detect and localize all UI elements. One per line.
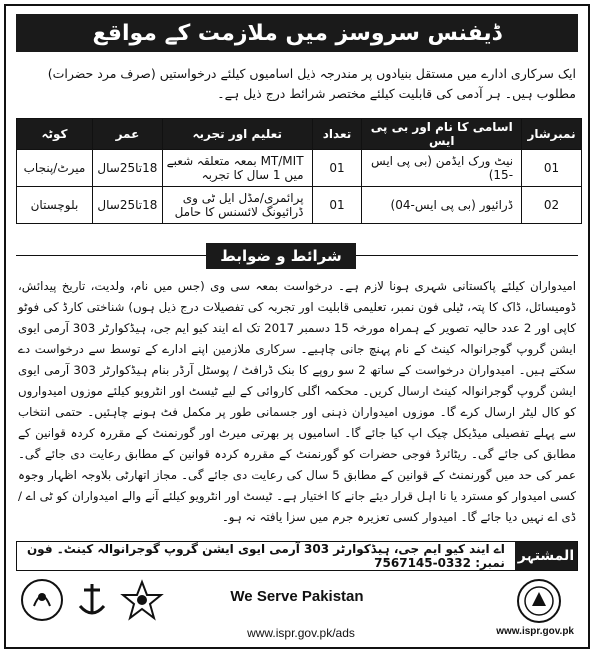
ispr-link[interactable]: www.ispr.gov.pk: [496, 626, 574, 637]
col-post: اسامی کا نام اور بی پی ایس: [362, 119, 522, 150]
advertiser-bar: [16, 541, 578, 571]
jobs-table: [16, 118, 582, 224]
cell-education: MT/MIT بمعہ متعلقہ شعبے میں 1 سال کا تجربہ: [162, 150, 312, 187]
col-age: عمر: [92, 119, 162, 150]
ads-link[interactable]: www.ispr.gov.pk/ads: [247, 626, 355, 640]
cell-quota: بلوچستان: [17, 187, 93, 224]
table-header-row: [17, 119, 582, 150]
cell-quota: میرٹ/پنجاب: [17, 150, 93, 187]
job-advertisement: [4, 4, 590, 649]
cell-count: 01: [312, 187, 362, 224]
col-quota: کوٹہ: [17, 119, 93, 150]
cell-count: 01: [312, 150, 362, 187]
cell-sr: 02: [522, 187, 582, 224]
cell-post: نیٹ ورک ایڈمن (بی پی ایس -15): [362, 150, 522, 187]
intro-text: ایک سرکاری ادارے میں مستقل بنیادوں پر مندرجہ ذیل اسامیوں کیلئے درخواستیں (صرف مرد حضرات) مطلوب ہیں۔ ہر آدمی کی قابلیت کیلئے مختصر شرائط درج ذیل ہے۔: [47, 66, 576, 101]
table-row: [17, 187, 582, 224]
col-count: تعداد: [312, 119, 362, 150]
rules-text: امیدواران کیلئے پاکستانی شہری ہونا لازم ہے۔ درخواست بمعہ سی وی (جس میں نام، ولدیت، تاریخ پیدائش، ڈومیسائل، ڈاک کا پتہ، ٹیلی فون نمبر، تعلیمی قابلیت اور تجربہ کی تفصیلات درج ذیل ہوں) شناختی کارڈ کی فوٹو کاپی اور 2 عدد حالیہ تصویر کے ہمراہ مورخہ 15 دسمبر 2017 تک اے ایند کیو ایم جی، ہیڈکوارٹر 303 آرمی ایوی ایشن گروپ گوجرانوالہ کینٹ کے نام پہنچ جانی چاہیے۔ سرکاری ملازمین اپنے ادارے کے توسط سے درخواست دے سکتے ہیں۔ امیدواران درخواست کے ساتھ 2 سو روپے کا بنک ڈرافٹ / پوسٹل آرڈر بنام ہیڈکوارٹر 303 آرمی ایوی ایشن گروپ گوجرانوالہ کینٹ ارسال کریں۔ محکمہ اگلی کاروائی کے لیے ٹیسٹ اور انٹرویو کیلئے موزوں امیدواروں کو کال لیٹر ارسال کرے گا۔ موزوں امیدواران ذہنی اور جسمانی طور پر مکمل فٹ ہونے چاہئیں۔ حتمی انتخاب سے پہلے تفصیلی میڈیکل چیک اپ کیا جائے گا۔ اسامیوں پر بھرتی میرٹ اور گورنمنٹ کے مقررہ کردہ قوانین کے مطابق کی جائے گی۔ ریٹائرڈ فوجی حضرات کو گورنمنٹ کے مقررہ کردہ قوانین کے مطابق رعایت دی جائے گی۔ عمر کی حد میں گورنمنٹ کے قوانین کے مطابق 5 سال کی رعایت دی جائے گی۔ مجاز اتھارٹی بلاوجہ اظہار وجوہ کسی امیدوار کو مسترد یا نا اہل قرار دیئے جانے کا اختیار ہے۔ ٹیسٹ اور انٹرویو کیلئے آنے والے امیدواران کو ٹی اے / ڈی اے نہیں دیا جائے گا۔ امیدوار کسی تعزیرہ جرم میں سزا یافتہ نہ ہو۔: [18, 279, 577, 524]
cell-age: 18تا25سال: [92, 187, 162, 224]
col-sr: نمبرشار: [522, 119, 582, 150]
cell-post: ڈرائیور (بی پی ایس-04): [362, 187, 522, 224]
advertiser-address: اے ایند کیو ایم جی، ہیڈکوارٹر 303 آرمی ایوی ایشن گروپ گوجرانوالہ کینٹ۔ فون نمبر: 0332-7567145: [26, 542, 505, 570]
col-education: تعلیم اور تجربہ: [162, 119, 312, 150]
table-row: [17, 150, 582, 187]
cell-education: پرائمری/مڈل ایل ٹی وی ڈرائیونگ لائسنس کا حامل: [162, 187, 312, 224]
footer: [16, 574, 578, 644]
rules-heading: شرائط و ضوابط: [206, 243, 356, 269]
cell-age: 18تا25سال: [92, 150, 162, 187]
slogan: We Serve Pakistan: [230, 588, 364, 605]
page-title: ڈیفنس سروسز میں ملازمت کے مواقع: [16, 14, 578, 52]
advertiser-label: المشتہر: [515, 542, 577, 570]
cell-sr: 01: [522, 150, 582, 187]
ispr-seal-icon: [516, 578, 562, 624]
